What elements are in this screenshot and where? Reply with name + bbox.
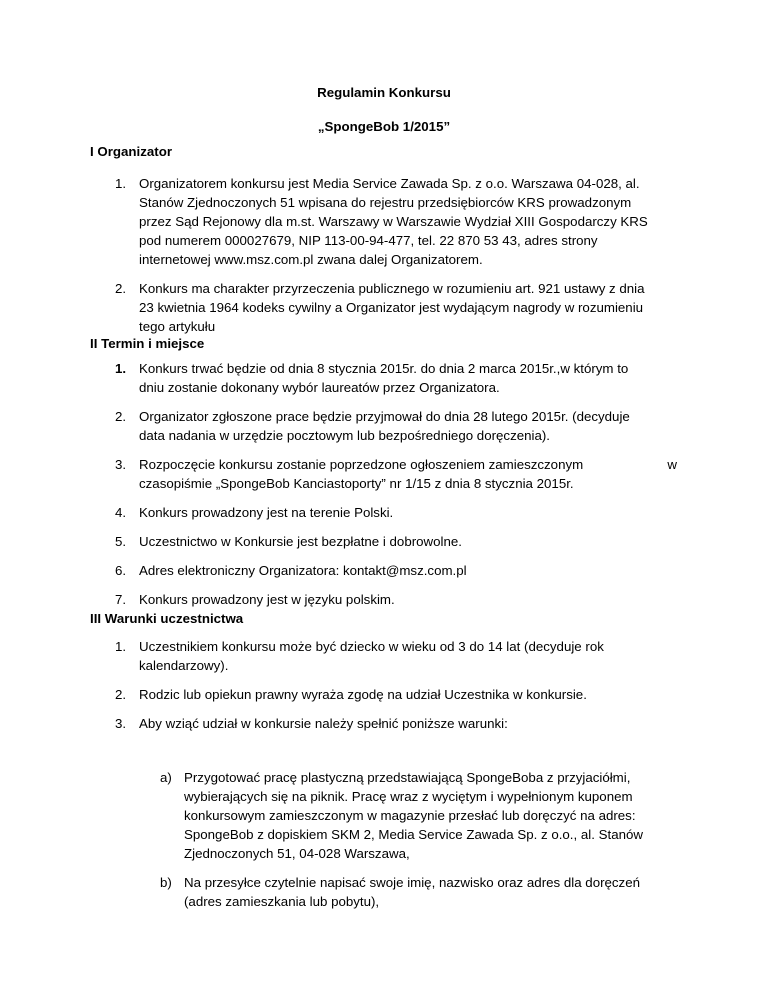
item-line: przez Sąd Rejonowy dla m.st. Warszawy w Warszawie Wydział XIII Gospodarczy KRS <box>139 214 648 229</box>
item-number: 1. <box>115 639 127 654</box>
item-line-text: Rozpoczęcie konkursu zostanie poprzedzone ogłoszeniem zamieszczonym <box>139 457 584 472</box>
item-line: 23 kwietnia 1964 kodeks cywilny a Organizator jest wydającym nagrody w rozumieniu <box>139 300 644 315</box>
sublist-item <box>0 768 768 863</box>
item-line-end: w <box>667 457 677 472</box>
document-title: Regulamin Konkursu <box>317 85 451 100</box>
item-line: kalendarzowy). <box>139 658 229 673</box>
section-1-list <box>0 174 768 336</box>
subitem-letter: b) <box>160 875 172 890</box>
item-line: Uczestnictwo w Konkursie jest bezpłatne i dobrowolne. <box>139 534 462 549</box>
subitem-line: Zjednoczonych 51, 04-028 Warszawa, <box>184 846 410 861</box>
section-heading-organizator: I Organizator <box>90 144 173 159</box>
item-line: Uczestnikiem konkursu może być dziecko w wieku od 3 do 14 lat (decyduje rok <box>139 639 604 654</box>
item-line: Konkurs prowadzony jest na terenie Polski. <box>139 505 394 520</box>
document-subtitle: „SpongeBob 1/2015” <box>317 119 451 134</box>
item-line: czasopiśmie „SpongeBob Kanciastoporty” nr 1/15 z dnia 8 stycznia 2015r. <box>139 476 574 491</box>
subitem-line: Przygotować pracę plastyczną przedstawiającą SpongeBoba z przyjaciółmi, <box>184 770 631 785</box>
section-3-sublist <box>0 768 768 911</box>
subitem-line: (adres zamieszkania lub pobytu), <box>184 894 380 909</box>
item-number: 6. <box>115 563 127 578</box>
item-line: Konkurs ma charakter przyrzeczenia publicznego w rozumieniu art. 921 ustawy z dnia <box>139 281 645 296</box>
item-line: tego artykułu <box>139 319 216 334</box>
item-line: Konkurs prowadzony jest w języku polskim. <box>139 592 395 607</box>
item-number: 2. <box>115 409 127 424</box>
item-number: 4. <box>115 505 127 520</box>
item-line: Organizatorem konkursu jest Media Service Zawada Sp. z o.o. Warszawa 04-028, al. <box>139 176 640 191</box>
list-item <box>0 590 768 609</box>
subitem-line: konkursowym zamieszczonym w magazynie przesłać lub doręczyć na adres: <box>184 808 636 823</box>
subitem-line: wybierających się na piknik. Pracę wraz z wyciętym i wypełnionym kuponem <box>184 789 633 804</box>
list-item <box>0 637 768 675</box>
item-line: Adres elektroniczny Organizatora: kontakt@msz.com.pl <box>139 563 467 578</box>
section-2-list <box>0 359 768 609</box>
list-item <box>0 532 768 551</box>
item-line: Organizator zgłoszone prace będzie przyjmował do dnia 28 lutego 2015r. (decyduje <box>139 409 630 424</box>
subitem-line: Na przesyłce czytelnie napisać swoje imię, nazwisko oraz adres dla doręczeń <box>184 875 640 890</box>
item-line: Aby wziąć udział w konkursie należy spełnić poniższe warunki: <box>139 716 508 731</box>
item-number: 1. <box>115 361 127 376</box>
subitem-letter: a) <box>160 770 172 785</box>
item-line: pod numerem 000027679, NIP 113-00-94-477, tel. 22 870 53 43, adres strony <box>139 233 598 248</box>
item-number: 3. <box>115 716 127 731</box>
list-item <box>0 407 768 445</box>
list-item <box>0 174 768 269</box>
item-line: Stanów Zjednoczonych 51 wpisana do rejestru przedsiębiorców KRS prowadzonym <box>139 195 632 210</box>
subitem-line: SpongeBob z dopiskiem SKM 2, Media Service Zawada Sp. z o.o., al. Stanów <box>184 827 643 842</box>
item-line: Rodzic lub opiekun prawny wyraża zgodę na udział Uczestnika w konkursie. <box>139 687 587 702</box>
sublist-item <box>0 873 768 911</box>
list-item <box>0 685 768 704</box>
list-item <box>0 561 768 580</box>
list-item <box>0 359 768 397</box>
list-item <box>0 714 768 733</box>
section-3-list <box>0 637 768 733</box>
item-line: Konkurs trwać będzie od dnia 8 stycznia 2015r. do dnia 2 marca 2015r.,w którym to <box>139 361 629 376</box>
item-line: data nadania w urzędzie pocztowym lub bezpośredniego doręczenia). <box>139 428 550 443</box>
item-number: 3. <box>115 457 127 472</box>
item-line <box>139 455 677 474</box>
item-number: 2. <box>115 687 127 702</box>
item-number: 7. <box>115 592 127 607</box>
item-number: 2. <box>115 281 127 296</box>
item-line: internetowej www.msz.com.pl zwana dalej Organizatorem. <box>139 252 483 267</box>
list-item <box>0 455 768 493</box>
list-item <box>0 279 768 336</box>
item-number: 1. <box>115 176 127 191</box>
item-number: 5. <box>115 534 127 549</box>
section-heading-warunki: III Warunki uczestnictwa <box>90 611 244 626</box>
section-heading-termin: II Termin i miejsce <box>90 336 205 351</box>
list-item <box>0 503 768 522</box>
item-line: dniu zostanie dokonany wybór laureatów przez Organizatora. <box>139 380 500 395</box>
